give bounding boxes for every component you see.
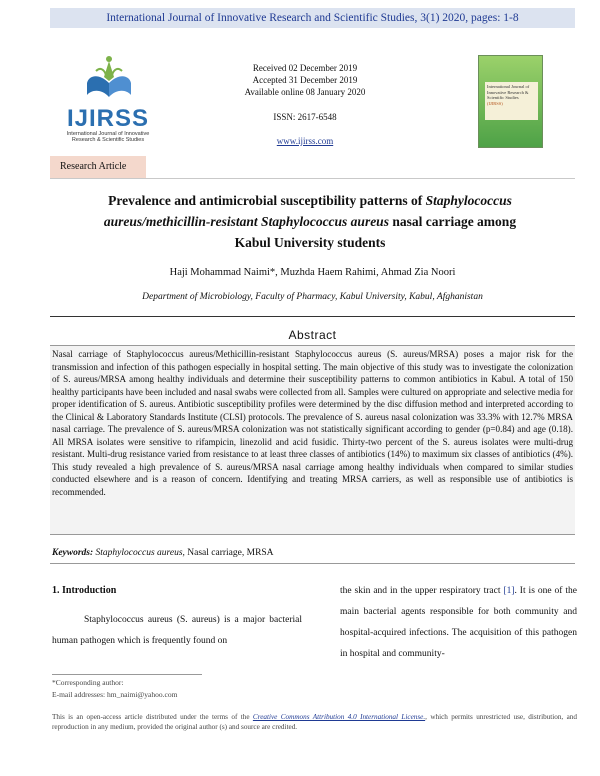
journal-logo — [58, 53, 158, 143]
intro-right-text-1: the skin and in the upper respiratory tract — [340, 586, 504, 596]
received-date: Received 02 December 2019 — [252, 63, 358, 73]
keywords-label: Keywords: — [52, 548, 94, 558]
title-italic: Staphylococcus aureus/methicillin-resistant Staphylococcus aureus — [103, 193, 512, 229]
title-part-2: nasal carriage among Kabul University students — [234, 214, 517, 250]
intro-right-text-2: . It is one of the main bacterial agents responsible for both community and hospital-acquired infections. The acquisition of this pathogen in hospital and community- — [340, 586, 577, 659]
keyword-italic: Staphylococcus aureus, — [95, 548, 185, 558]
keywords-divider — [50, 563, 575, 564]
logo-wordmark: IJIRSS — [66, 105, 150, 132]
intro-left-column: Staphylococcus aureus (S. aureus) is a major bacterial human pathogen which is frequently found on — [52, 615, 302, 646]
license-text-1: This is an open-access article distributed under the terms of the — [52, 713, 253, 721]
cover-acronym: (IJIRSS) — [487, 100, 503, 106]
intro-right-column — [340, 581, 577, 665]
cover-title: International Journal of Innovative Research & Scientific Studies — [487, 84, 530, 100]
website-link[interactable]: www.ijirss.com — [276, 136, 334, 146]
title-part-1: Prevalence and antimicrobial susceptibility patterns of — [108, 193, 426, 208]
authors: Haji Mohammad Naimi*, Muzhda Haem Rahimi, Ahmad Zia Noori — [169, 267, 456, 278]
article-title — [90, 190, 530, 253]
journal-cover-thumbnail — [478, 55, 543, 148]
corresponding-author-note: *Corresponding author: — [52, 678, 124, 687]
citation-link[interactable]: [1] — [503, 586, 515, 596]
journal-header-bar: International Journal of Innovative Research and Scientific Studies, 3(1) 2020, pages: 1-8 — [50, 8, 575, 28]
online-date: Available online 08 January 2020 — [244, 87, 366, 97]
license-text-2: , which permits unrestricted use, distribution, and reproduction in any medium, provided the original author (s) and source are credited. — [52, 713, 577, 731]
abstract-heading: Abstract — [288, 328, 337, 342]
issn: ISSN: 2617-6548 — [273, 112, 337, 122]
open-book-logo-icon — [84, 53, 134, 103]
publication-dates — [225, 62, 385, 98]
keywords — [52, 548, 274, 558]
logo-subtitle: International Journal of Innovative Research & Scientific Studies — [66, 131, 150, 143]
email-address: E-mail addresses: hm_naimi@yahoo.com — [52, 690, 178, 699]
section-heading-introduction: 1. Introduction — [52, 585, 117, 596]
keywords-rest: Nasal carriage, MRSA — [184, 548, 274, 558]
abstract-text: Nasal carriage of Staphylococcus aureus/Methicillin-resistant Staphylococcus aureus (S. aureus/MRSA) poses a major risk for the transmission and infection of this pathogen especially in hospital setting. The main objective of this study was to investigate the colonization of S. aureus/MRSA among healthy individuals and determine their susceptibility patterns to common antibiotics in Kabul. A total of 150 healthy participants have been included and nasal swabs were collected from all. Samples were cultured on appropriate and selective media for proper identification of S. aureus. Antibiotic susceptibility profiles were determined by the disc diffusion method and interpreted according to the Clinical & Laboratory Standards Institute (CLSI) protocols. The prevalence of S. aureus nasal colonization was 33.3% with 12.7% MRSA nasal carriage. The prevalence of S. aureus/MRSA colonization was not statistically significant according to gender (p=0.84) and age (0.18). All MRSA isolates were sensitive to rifampicin, linezolid and acid fusidic. Thirty-two percent of the S. aureus isolates were multi-drug resistant. Multi-drug resistance varied from resistance to at least three classes of antibiotics (14%) to maximum six classes of antibiotics (4%). This study revealed a high prevalence of S. aureus/MRSA nasal carriage among healthy individuals when compared to similar studies conducted elsewhere and is a reason of concern. Identifying and treating MRSA carriers, as well as responsible use of antibiotics is recommended. — [52, 349, 573, 497]
footnote-divider — [52, 674, 202, 675]
header-divider — [50, 178, 575, 179]
article-type-label: Research Article — [50, 156, 146, 178]
license-statement — [52, 712, 577, 732]
license-link[interactable]: Creative Commons Attribution 4.0 International License. — [252, 713, 426, 721]
accepted-date: Accepted 31 December 2019 — [252, 75, 358, 85]
abstract-top-rule — [50, 316, 575, 317]
affiliation: Department of Microbiology, Faculty of Pharmacy, Kabul University, Kabul, Afghanistan — [142, 292, 483, 302]
cover-label — [485, 82, 538, 120]
